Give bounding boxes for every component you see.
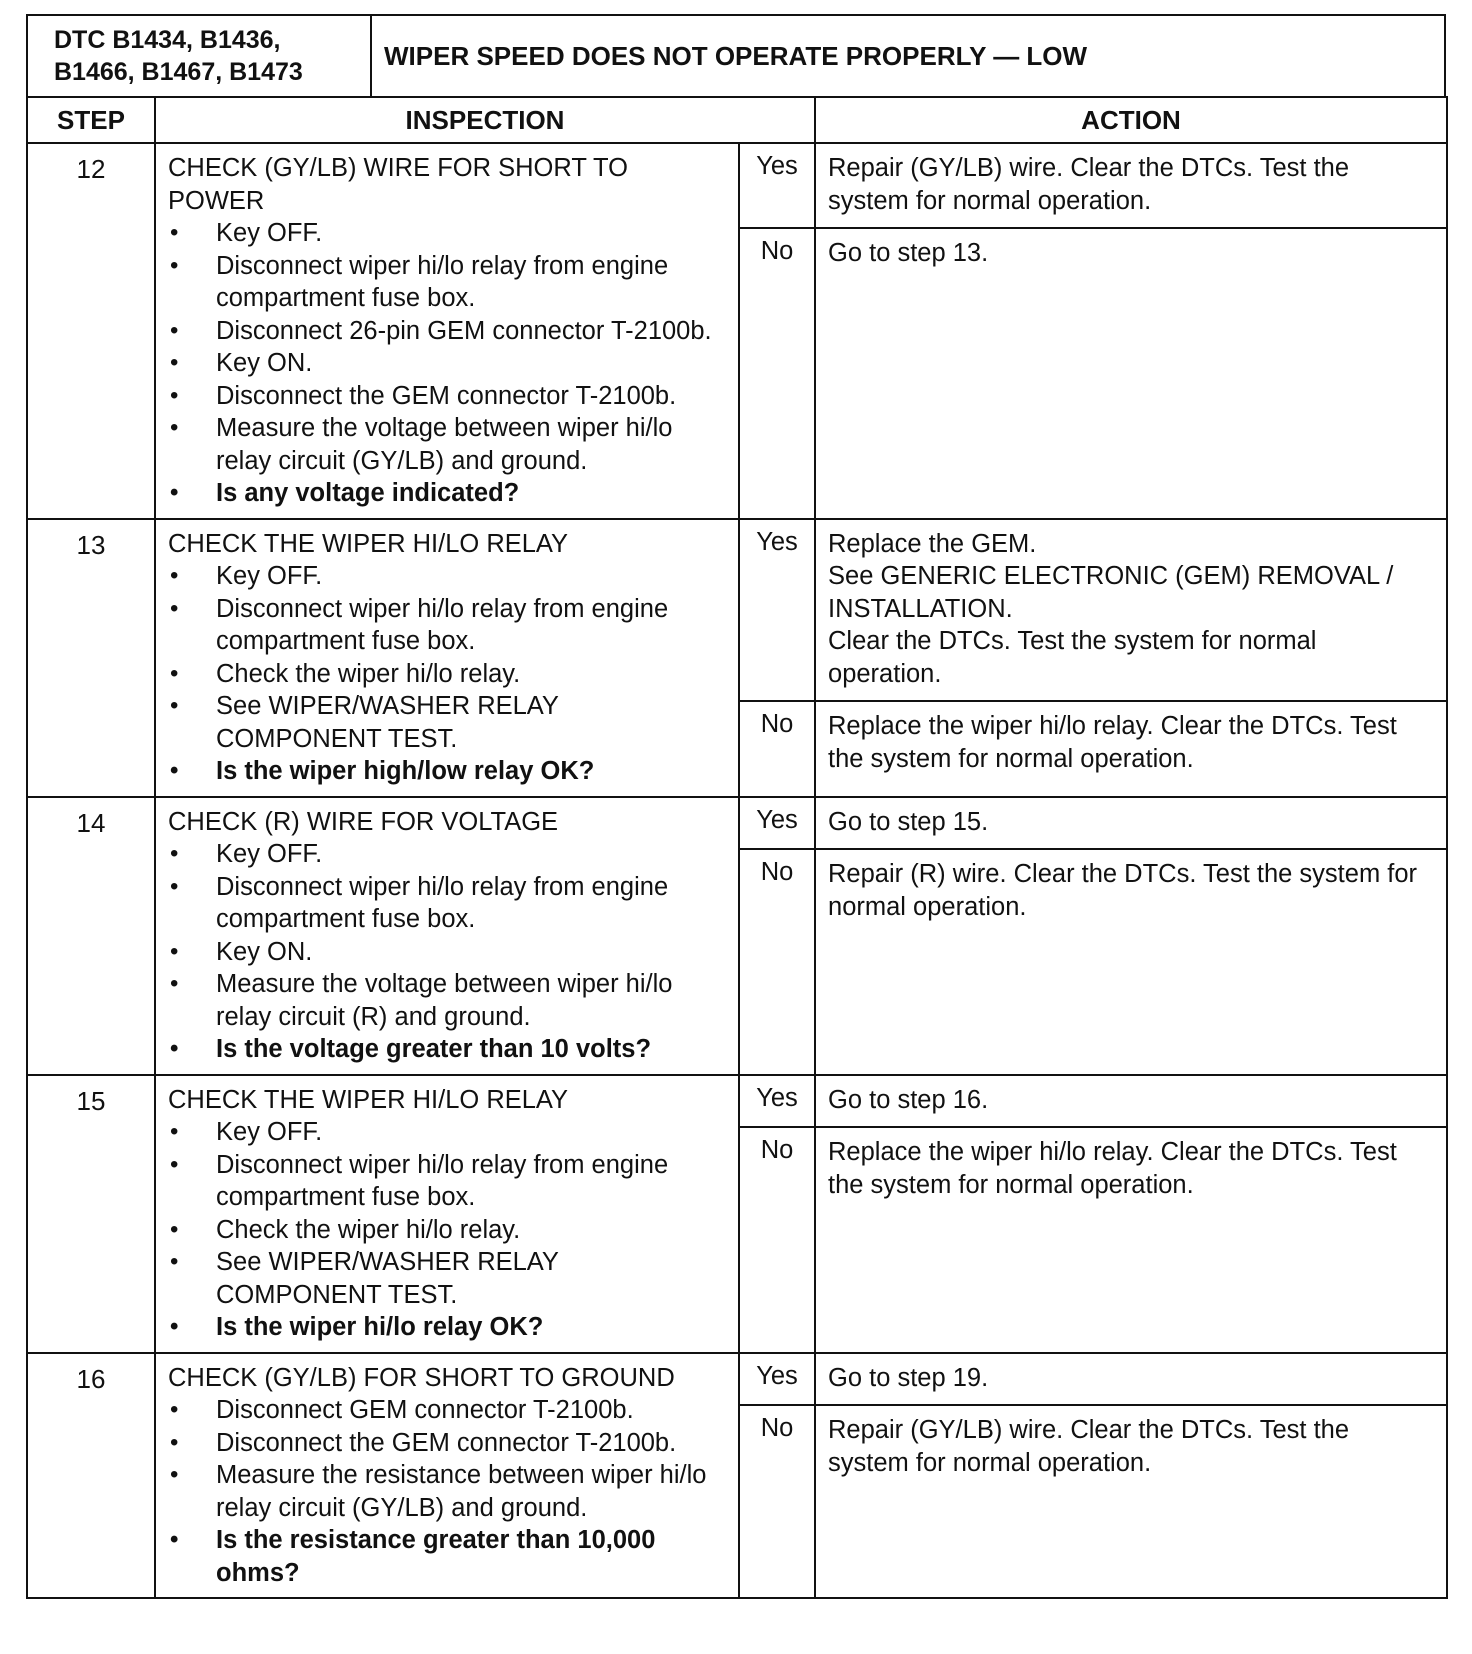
inspection-title: CHECK (R) WIRE FOR VOLTAGE — [168, 807, 559, 836]
inspection-title: CHECK (GY/LB) FOR SHORT TO GROUND — [168, 1363, 675, 1392]
inspection-bullet: • Measure the voltage between wiper hi/lo relay circuit (GY/LB) and ground. — [168, 412, 728, 477]
step-number: 15 — [27, 1075, 155, 1353]
inspection-bullets — [168, 1116, 728, 1344]
step-number: 12 — [27, 143, 155, 519]
no-action — [815, 228, 1447, 519]
inspection-bullet: • Key OFF. — [168, 1116, 728, 1149]
inspection-bullet: • Disconnect wiper hi/lo relay from engine compartment fuse box. — [168, 871, 728, 936]
action-line: Replace the wiper hi/lo relay. Clear the DTCs. Test the system for normal operation. — [828, 712, 1397, 773]
inspection-bullet: • Key ON. — [168, 936, 728, 969]
yes-action — [815, 1075, 1447, 1128]
yes-label: Yes — [739, 797, 815, 850]
table-row — [27, 1353, 1447, 1406]
column-header-inspection: INSPECTION — [155, 97, 815, 143]
inspection-bullet: • Disconnect wiper hi/lo relay from engine compartment fuse box. — [168, 1149, 728, 1214]
inspection-question: • Is the wiper high/low relay OK? — [168, 755, 728, 788]
inspection-bullets — [168, 217, 728, 510]
action-line: Go to step 19. — [828, 1363, 989, 1392]
inspection-bullet: • Key OFF. — [168, 560, 728, 593]
action-line: Go to step 13. — [828, 239, 989, 267]
inspection-cell — [155, 1075, 739, 1353]
step-number: 14 — [27, 797, 155, 1075]
inspection-title: CHECK THE WIPER HI/LO RELAY — [168, 529, 569, 558]
yes-action — [815, 797, 1447, 850]
inspection-cell — [155, 143, 739, 519]
inspection-bullet: • Disconnect wiper hi/lo relay from engine compartment fuse box. — [168, 250, 728, 315]
inspection-bullet: • Key ON. — [168, 347, 728, 380]
action-line: Repair (GY/LB) wire. Clear the DTCs. Test the system for normal operation. — [828, 1416, 1350, 1477]
yes-label: Yes — [739, 1075, 815, 1128]
table-header-row — [27, 97, 1447, 143]
inspection-bullet: • Key OFF. — [168, 217, 728, 250]
yes-label: Yes — [739, 519, 815, 702]
action-line: Repair (GY/LB) wire. Clear the DTCs. Test the system for normal operation. — [828, 154, 1350, 215]
column-header-step: STEP — [27, 97, 155, 143]
inspection-cell — [155, 519, 739, 797]
action-line: See GENERIC ELECTRONIC (GEM) REMOVAL / INSTALLATION. — [828, 562, 1394, 623]
no-label: No — [739, 1405, 815, 1598]
table-row — [27, 143, 1447, 228]
dtc-codes-line2: B1466, B1467, B1473 — [54, 58, 303, 86]
action-line: Replace the GEM. — [828, 529, 1037, 558]
inspection-bullet: • Disconnect 26-pin GEM connector T-2100b. — [168, 315, 728, 348]
yes-label: Yes — [739, 143, 815, 228]
no-action — [815, 849, 1447, 1075]
no-action — [815, 1405, 1447, 1598]
no-label: No — [739, 1127, 815, 1353]
inspection-question: • Is any voltage indicated? — [168, 477, 728, 510]
inspection-bullet: • Disconnect wiper hi/lo relay from engine compartment fuse box. — [168, 593, 728, 658]
inspection-bullets — [168, 560, 728, 788]
page-title: WIPER SPEED DOES NOT OPERATE PROPERLY — LOW — [371, 15, 1445, 97]
yes-action — [815, 1353, 1447, 1406]
inspection-bullet: • Disconnect GEM connector T-2100b. — [168, 1394, 728, 1427]
no-label: No — [739, 701, 815, 797]
yes-action — [815, 519, 1447, 702]
title-block — [26, 14, 1446, 98]
inspection-bullet: • See WIPER/WASHER RELAY COMPONENT TEST. — [168, 690, 728, 755]
action-line: Go to step 15. — [828, 807, 989, 836]
inspection-question: • Is the resistance greater than 10,000 ohms? — [168, 1524, 728, 1589]
no-label: No — [739, 228, 815, 519]
inspection-bullet: • Key OFF. — [168, 838, 728, 871]
inspection-title: CHECK THE WIPER HI/LO RELAY — [168, 1085, 569, 1114]
yes-label: Yes — [739, 1353, 815, 1406]
no-label: No — [739, 849, 815, 1075]
inspection-bullet: • Measure the voltage between wiper hi/lo relay circuit (R) and ground. — [168, 968, 728, 1033]
diagnostic-table — [26, 96, 1448, 1599]
inspection-bullet: • See WIPER/WASHER RELAY COMPONENT TEST. — [168, 1246, 728, 1311]
diagnostic-sheet — [26, 14, 1446, 1599]
table-row — [27, 797, 1447, 850]
step-number: 16 — [27, 1353, 155, 1599]
yes-action — [815, 143, 1447, 228]
dtc-codes-line1: DTC B1434, B1436, — [54, 26, 281, 54]
inspection-bullets — [168, 838, 728, 1066]
no-action — [815, 1127, 1447, 1353]
step-number: 13 — [27, 519, 155, 797]
table-row — [27, 519, 1447, 702]
inspection-bullet: • Disconnect the GEM connector T-2100b. — [168, 1427, 728, 1460]
inspection-title: CHECK (GY/LB) WIRE FOR SHORT TO POWER — [168, 154, 629, 215]
inspection-question: • Is the wiper hi/lo relay OK? — [168, 1311, 728, 1344]
action-line: Go to step 16. — [828, 1085, 989, 1114]
inspection-bullets — [168, 1394, 728, 1589]
inspection-bullet: • Check the wiper hi/lo relay. — [168, 658, 728, 691]
column-header-action: ACTION — [815, 97, 1447, 143]
table-row — [27, 1075, 1447, 1128]
action-line: Clear the DTCs. Test the system for normal operation. — [828, 627, 1317, 688]
no-action — [815, 701, 1447, 797]
dtc-codes — [27, 15, 371, 97]
inspection-bullet: • Measure the resistance between wiper hi/lo relay circuit (GY/LB) and ground. — [168, 1459, 728, 1524]
inspection-question: • Is the voltage greater than 10 volts? — [168, 1033, 728, 1066]
action-line: Replace the wiper hi/lo relay. Clear the DTCs. Test the system for normal operation. — [828, 1138, 1397, 1199]
action-line: Repair (R) wire. Clear the DTCs. Test the system for normal operation. — [828, 860, 1418, 921]
inspection-bullet: • Disconnect the GEM connector T-2100b. — [168, 380, 728, 413]
inspection-cell — [155, 1353, 739, 1599]
inspection-cell — [155, 797, 739, 1075]
inspection-bullet: • Check the wiper hi/lo relay. — [168, 1214, 728, 1247]
